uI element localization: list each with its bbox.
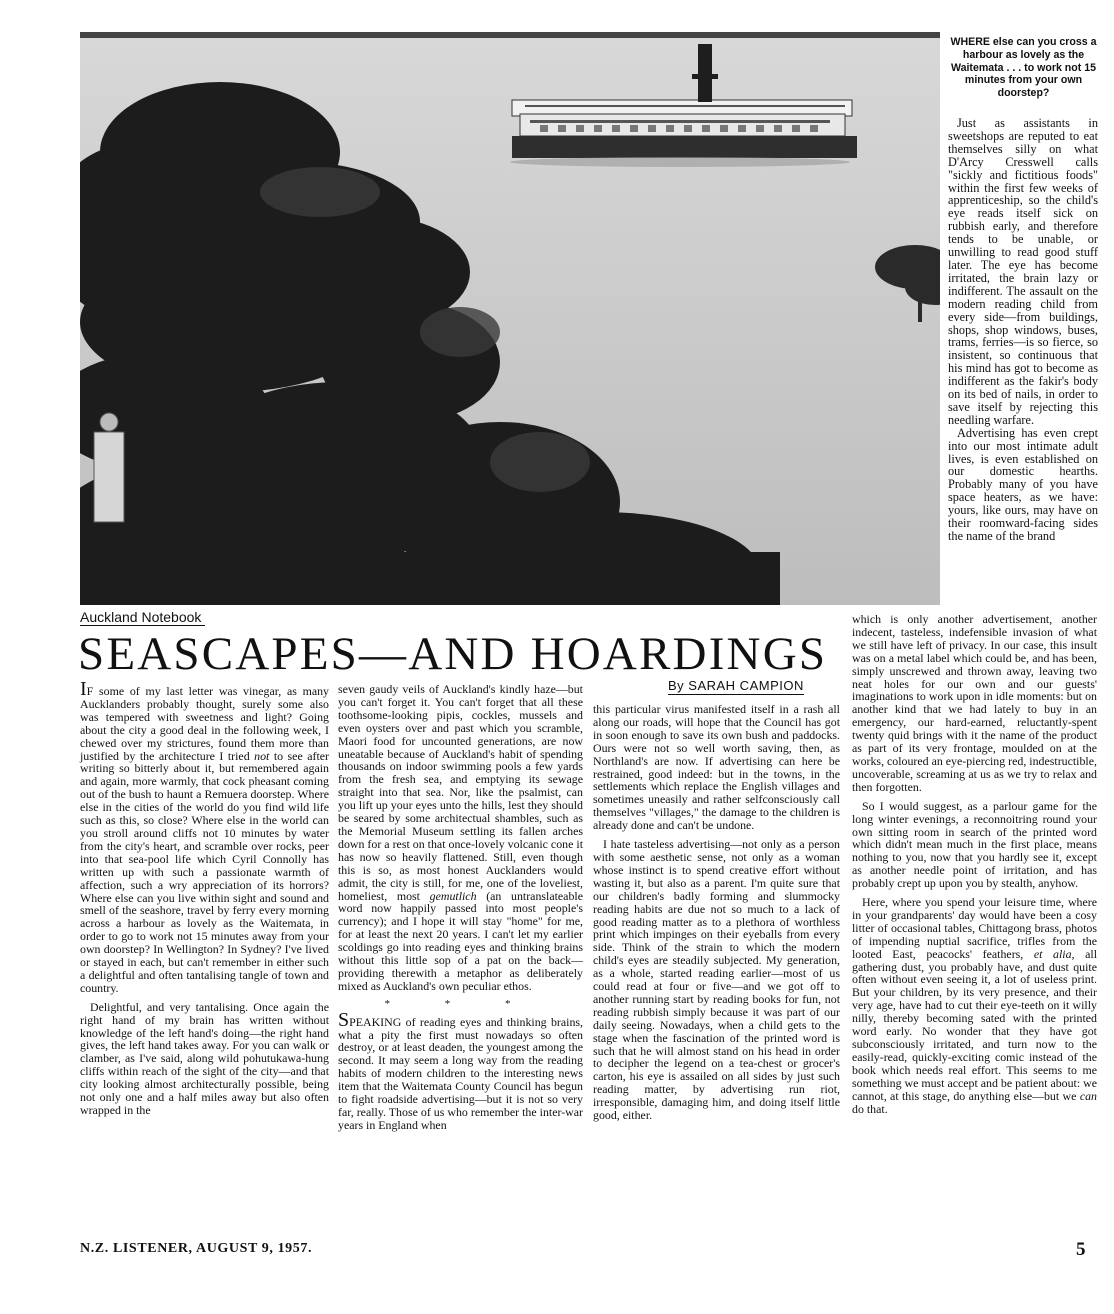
article-column-1 xyxy=(80,678,329,1117)
article-paragraph: SPEAKING of reading eyes and thinking brains, what a pity the first must nowadays so often destroy, or at least deaden, the youngest among the second. It may seem a long way from the reading habits of modern children to the interesting news item that the Waitemata County Council has begun to fight roadside advertising—but it is not so very far, really. Those of us who remember the inter-war years in England when xyxy=(338,1008,583,1132)
article-paragraph: Delightful, and very tantalising. Once again the right hand of my brain has written without knowledge of the left hand's doing—the right hand gives, the left hand takes away. For you can walk or clamber, as I've said, along wild pohutukawa-hung cliffs within reach of the sight of the city—and that city looking almost architecturally possible, being not only one and a half miles away but also often wrapped in the xyxy=(80,999,329,1117)
harbour-photo xyxy=(80,32,940,605)
article-paragraph: Here, where you spend your leisure time, where in your grandparents' day would have been a cosy litter of occasional tables, Chittagong brass, photos of impending nuptial sacrifice, trifles from the looted East, peacocks' feathers, et alia, all gathering dust, you probably have, and dust quite often without even seeing it, a lot of useless print. But your children, by its very presence, and their very age, have had to cut their eye-teeth on it willy nilly, thereby becoming sated with the printed word early. No wonder that they have got subconsciously irritated, and turn now to the easily-read, quickly-exciting comic instead of the book which needs real effort. This seems to me something we must accept and be patient about: we cannot, at this stage, do anything else—but we can do that. xyxy=(852,895,1098,1116)
article-paragraph: this particular virus manifested itself in a rash all along our roads, will hope that the Council has got in soon enough to save its own bush and paddocks. Ours were not so well worth saving, then, as Northland's are now. If advertising can here be restrained, good indeed: but in the towns, in the settlements which replace the English villages and sometimes uneasily and rather selfconsciously call themselves "villages," the damage to the children is already done and can't be undone. xyxy=(593,702,840,833)
ferry-harbour-illustration xyxy=(80,32,940,605)
section-label: Auckland Notebook xyxy=(80,609,205,626)
article-column-3 xyxy=(593,703,840,1122)
article-paragraph: IF some of my last letter was vinegar, as many Aucklanders probably thought, surely some also was tempered with sweetness and light? Going about the city a good deal in the following week, I chewed over my strictures, found them more than justified by the architecture I tried not to see after writing so bitterly about it, but remembered again and again, more warmly, that cock pheasant coming out of the bush to haunt a Remuera doorstep. Where else in the cities of the world do you find wild life such as this, so close? Where else in the world can you stroll around cliffs not 10 minutes by water from the city's heart, and scramble over rocks, peer into that sea-pool life which Cyril Connolly has written up with such a passionate warmth of affection, such a wry appreciation of its horrors? Where else can you live within sight and sound and smell of the seashore, travel by ferry every morning across a harbour as lovely as the Waitemata, in order to go to work not 15 minutes away from your own doorstep? In Wellington? In Sydney? I've lived or stayed in each, but can't remember in either such a delightful and often tantalising tangle of town and country. xyxy=(80,678,329,995)
drop-cap: I xyxy=(80,678,87,700)
article-column-2 xyxy=(338,683,583,1132)
photo-caption: WHERE else can you cross a harbour as lovely as the Waitemata . . . to work not 15 minutes from your own doorstep? xyxy=(950,36,1097,100)
page-number: 5 xyxy=(1076,1239,1086,1260)
byline: By SARAH CAMPION xyxy=(668,678,804,693)
publication-footer: N.Z. LISTENER, AUGUST 9, 1957. xyxy=(80,1241,313,1256)
side-paragraph: Advertising has even crept into our most intimate adult lives, is even established on our domestic hearths. Probably many of you have space heaters, as we have: yours, like ours, may have on their roomward-facing sides the name of the brand xyxy=(948,425,1098,543)
article-paragraph: I hate tasteless advertising—not only as a person with some aesthetic sense, not only as a woman whose instinct is to spend creative effort without wasting it, but also as a parent. I'm quite sure that our children's badly forming and slummocky reading habits are due not so much to a lack of good reading matter as to a plethora of worthless print which impinges on their eyeballs from every side. Think of the strain to which the modern child's eyes are steadily subjected. My generation, as a whole, started reading earlier—most of us could read at four or five—and we got off to another running start by reading books for fun, not reading rubbish simply because it was part of our daily seeing. Nowadays, when a child gets to the stage when the fascination of the printed word is such that he will almost stand on his head in order to decipher the legend on a tea-chest or grocer's carton, his eye is assailed on all sides by just such reading matter, by advertising run riot, irresponsible, damaging him, and doing itself little good, either. xyxy=(593,837,840,1123)
section-divider: * * * xyxy=(384,997,537,1010)
headline: SEASCAPES—AND HOARDINGS xyxy=(78,628,828,680)
article-column-4 xyxy=(852,613,1097,1115)
side-column xyxy=(948,117,1098,543)
side-paragraph: Just as assistants in sweetshops are reputed to eat themselves silly on what D'Arcy Cresswell calls "sickly and fictitious foods" within the first few weeks of apprenticeship, so the child's eye reads itself sick on rubbish early, and therefore tends to be unable, or unwilling to read good stuff later. The eye has become irritated, the brain lazy or indifferent. The assault on the modern reading child from every side—from buildings, shops, shop windows, buses, trams, ferries—is so fierce, so insistent, so continuous that his mind has got to become as indifferent as the fakir's body on its bed of nails, in order to save itself by rejecting this needling warfare. xyxy=(948,116,1098,427)
drop-cap: S xyxy=(338,1008,350,1031)
article-paragraph: seven gaudy veils of Auckland's kindly haze—but you can't forget it. You can't forget that all these toothsome-looking pipis, cockles, mussels and even oysters over and past which you scramble, Maori food for uncounted generations, are now uneatable because of Auckland's habit of spending thousands on indoor swimming pools a few yards from the fresh sea, and emptying its sewage straight into that sea. Nor, like the psalmist, can you lift up your eyes unto the hills, lest they should be seared by some architectual shambles, such as the Memorial Museum settling its fallen arches down for a rest on that once-lovely volcanic cone it has now so heavily flattened. Still, even though this is so, as most honest Aucklanders would admit, the city is still, for me, one of the loveliest, homeliest, most gemutlich (an untranslateable word now happily passed into most people's currency); and I hope it will stay "home" for me, for at least the next 20 years. I can't let my earlier scoldings go into reading eyes and thinking brains without this little sop of a pat on the back—providing therewith a metaphor as deliberately mixed as Auckland's own peculiar ethos. xyxy=(338,682,583,993)
article-paragraph: So I would suggest, as a parlour game for the long winter evenings, a reconnoitring round your own sitting room in search of the printed word which didn't mean much in the first place, means nothing to you, now that you hardly see it, except as another needle point of irritation, and has probably crept up upon you by stealth, anyhow. xyxy=(852,798,1097,891)
article-paragraph: which is only another advertisement, another indecent, tasteless, indefensible invasion of what we still have left of privacy. In our case, this insult was on a metal label which could be, and has been, simply unscrewed and thrown away, leaving two neat holes for our own and our guests' imaginations to work upon in idle moments: but on another kind that we had lately to buy in an emergency, our hard-earned, reluctantly-spent twenty quid brings with it the name of the product as part of its very frontage, moulded on at the works, coloured an eye-piercing red, indestructible, uncoverable, screaming at us as we try to relax and then forgotten. xyxy=(852,612,1097,794)
